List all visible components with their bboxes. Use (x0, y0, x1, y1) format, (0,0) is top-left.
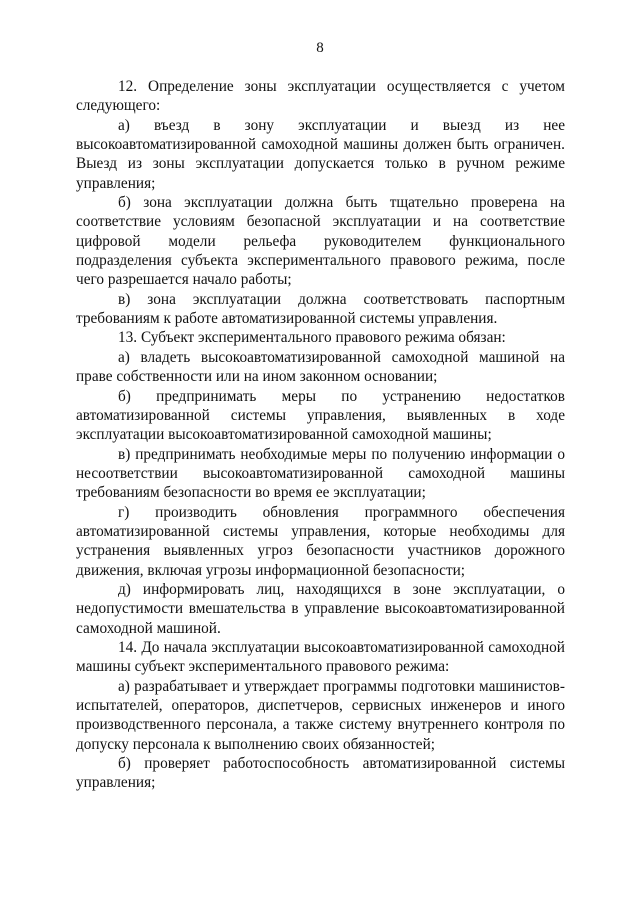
paragraph-14: 14. До начала эксплуатации высокоавтоматизированной самоходной машины субъект экспериментального правового режима: (76, 638, 565, 676)
page-number: 8 (316, 40, 324, 56)
paragraph-14-b: б) проверяет работоспособность автоматизированной системы управления; (76, 755, 565, 792)
paragraph-13-a: а) владеть высокоавтоматизированной самоходной машиной на праве собственности или на ином законном основании; (76, 348, 565, 386)
document-body (76, 77, 565, 793)
paragraph-12-c: в) зона эксплуатации должна соответствовать паспортным требованиям к работе автоматизированной системы управления. (76, 290, 565, 328)
paragraph-13-d: г) производить обновления программного обеспечения автоматизированной системы управления, которые необходимы для устранения выявленных угроз безопасности участников дорожного движения, включая угрозы информационной безопасности; (76, 503, 565, 579)
paragraph-13-e: д) информировать лиц, находящихся в зоне эксплуатации, о недопустимости вмешательства в управление высокоавтоматизированной самоходной машиной. (76, 580, 565, 637)
paragraph-13-c: в) предпринимать необходимые меры по получению информации о несоответствии высокоавтоматизированной самоходной машины требованиям безопасности во время ее эксплуатации; (76, 445, 565, 502)
paragraph-12-a: а) въезд в зону эксплуатации и выезд из нее высокоавтоматизированной самоходной машины должен быть ограничен. Выезд из зоны эксплуатации допускается только в ручном режиме управления; (76, 116, 565, 192)
paragraph-14-a: а) разрабатывает и утверждает программы подготовки машинистов-испытателей, операторов, диспетчеров, сервисных инженеров и иного производственного персонала, а также систему внутреннего контроля по допуску персонала к выполнению своих обязанностей; (76, 677, 565, 753)
paragraph-12: 12. Определение зоны эксплуатации осуществляется с учетом следующего: (76, 78, 565, 115)
paragraph-12-b: б) зона эксплуатации должна быть тщательно проверена на соответствие условиям безопасной эксплуатации и на соответствие цифровой модели рельефа руководителем функционального подразделения субъекта экспериментального правового режима, после чего разрешается начало работы; (76, 194, 565, 289)
paragraph-13-b: б) предпринимать меры по устранению недостатков автоматизированной системы управления, выявленных в ходе эксплуатации высокоавтоматизированной самоходной машины; (76, 387, 565, 444)
paragraph-13: 13. Субъект экспериментального правового режима обязан: (118, 329, 506, 347)
